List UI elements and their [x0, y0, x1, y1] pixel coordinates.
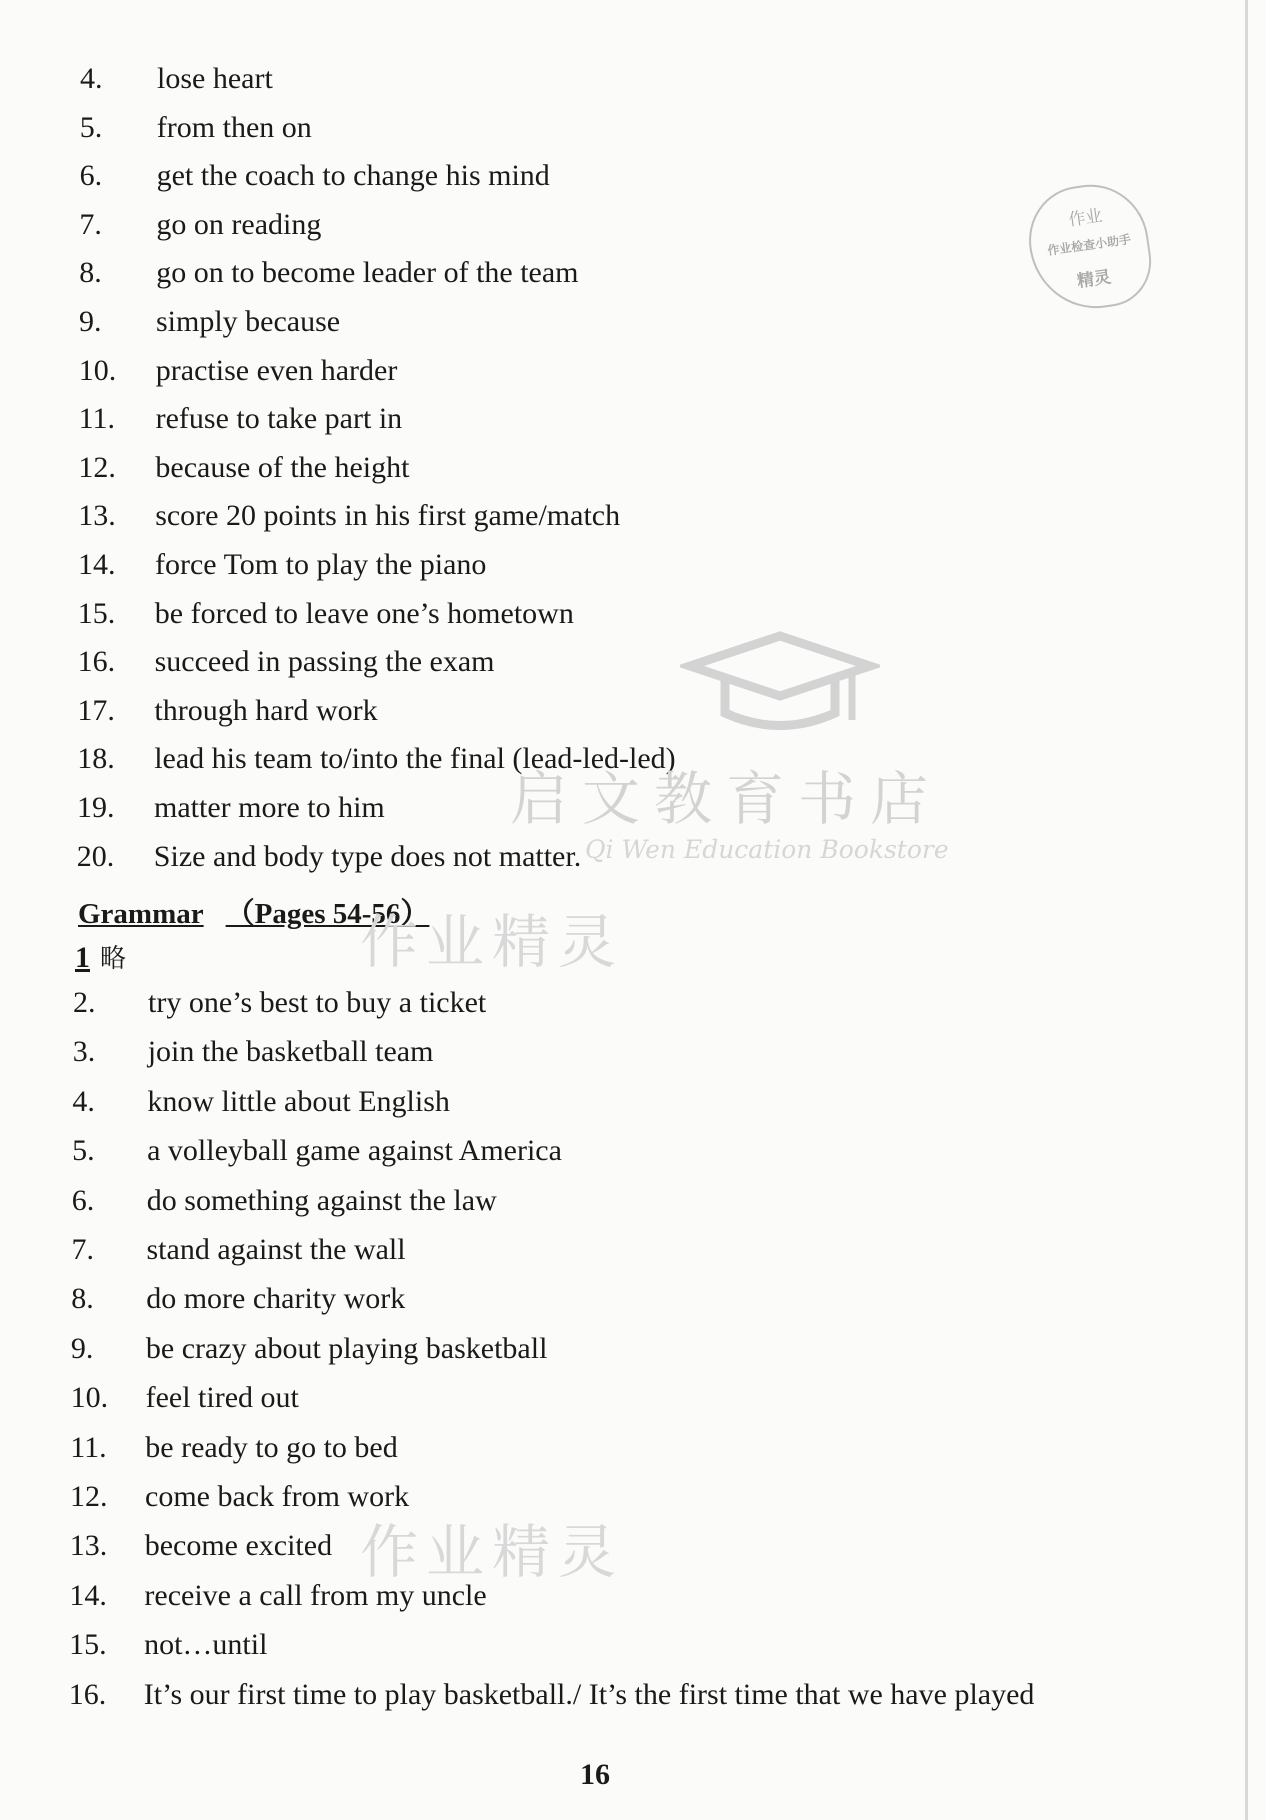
item-text: simply because: [156, 305, 341, 338]
item-text: come back from work: [145, 1480, 410, 1513]
item-text: not…until: [144, 1628, 268, 1662]
item-text: through hard work: [154, 693, 378, 727]
item-number: 3.: [72, 1035, 96, 1069]
item-number: 4.: [80, 62, 103, 95]
bookstore-watermark-cn: 启文教育书店: [510, 765, 943, 833]
bookstore-watermark-en: Qi Wen Education Bookstore: [585, 835, 949, 864]
item-number: 5.: [79, 110, 103, 144]
item-number: 2.: [73, 986, 96, 1019]
stamp-line-2: 作业检查小助手: [1046, 232, 1132, 258]
stamp-line-1: 作业: [1067, 206, 1104, 231]
item-text: force Tom to play the piano: [155, 548, 487, 581]
grammar-title: Grammar: [78, 898, 204, 930]
item-text: practise even harder: [155, 353, 398, 387]
item-number: 8.: [79, 256, 102, 290]
item-text: join the basketball team: [147, 1035, 434, 1069]
item-number: 10.: [70, 1381, 109, 1415]
item-text: know little about English: [147, 1084, 450, 1118]
item-text: receive a call from my uncle: [144, 1578, 487, 1612]
item-number: 16.: [68, 1677, 107, 1711]
item-number: 11.: [70, 1430, 107, 1464]
item-text: go on reading: [156, 207, 322, 241]
item-number: 17.: [77, 693, 115, 727]
item-text: do something against the law: [146, 1183, 497, 1217]
item-text: Size and body type does not matter.: [153, 839, 582, 873]
item-number: 9.: [79, 305, 102, 338]
item-number: 10.: [78, 353, 117, 387]
graduation-cap-icon: [680, 628, 880, 738]
page-edge: [1245, 0, 1248, 1820]
item-text: because of the height: [155, 450, 410, 484]
grammar-item-1-text: 略: [100, 944, 127, 974]
item-text: stand against the wall: [146, 1233, 406, 1266]
item-number: 6.: [71, 1183, 95, 1217]
grammar-heading: [78, 891, 429, 932]
item-text: a volleyball game against America: [147, 1134, 562, 1168]
item-text: lose heart: [157, 62, 273, 95]
item-number: 5.: [72, 1134, 95, 1168]
item-text: do more charity work: [146, 1282, 406, 1316]
item-text: matter more to him: [154, 791, 385, 824]
item-text: lead his team to/into the final (lead-led-led): [154, 742, 676, 776]
page-number: 16: [580, 1758, 610, 1791]
item-text: become excited: [144, 1529, 333, 1563]
item-number: 13.: [78, 499, 116, 533]
item-text: from then on: [156, 110, 312, 144]
homework-helper-stamp: [1022, 177, 1157, 316]
item-number: 13.: [69, 1529, 108, 1563]
item-text: get the coach to change his mind: [156, 159, 550, 193]
item-number: 4.: [72, 1084, 95, 1118]
item-text: be crazy about playing basketball: [145, 1331, 548, 1365]
item-number: 20.: [76, 839, 115, 873]
app-watermark: 作业精灵: [360, 908, 625, 976]
item-text: go on to become leader of the team: [156, 256, 579, 290]
item-text: It’s our first time to play basketball./ It’s the first time that we have played: [143, 1677, 1035, 1711]
grammar-item-1-number: 1: [75, 941, 90, 974]
item-number: 15.: [77, 596, 116, 630]
item-number: 9.: [70, 1331, 94, 1365]
item-number: 7.: [71, 1233, 94, 1266]
item-text: succeed in passing the exam: [154, 645, 495, 679]
item-number: 12.: [78, 450, 116, 484]
item-text: be ready to go to bed: [145, 1430, 398, 1464]
item-number: 11.: [78, 402, 115, 436]
item-number: 6.: [79, 159, 103, 193]
item-number: 7.: [79, 207, 102, 241]
stamp-line-3: 精灵: [1075, 267, 1113, 292]
app-watermark: 作业精灵: [360, 1518, 625, 1586]
item-text: be forced to leave one’s hometown: [154, 596, 574, 630]
grammar-pages: （Pages 54-56）: [225, 898, 430, 930]
item-text: score 20 points in his first game/match: [155, 499, 621, 533]
item-number: 8.: [71, 1282, 94, 1316]
item-number: 14.: [69, 1578, 107, 1612]
item-number: 18.: [77, 742, 115, 776]
item-text: refuse to take part in: [155, 402, 403, 436]
item-text: try one’s best to buy a ticket: [148, 986, 487, 1019]
grammar-item-1: [75, 938, 126, 975]
item-number: 15.: [69, 1628, 107, 1662]
item-text: feel tired out: [145, 1381, 299, 1415]
item-number: 19.: [77, 791, 115, 824]
item-number: 12.: [70, 1480, 108, 1513]
item-number: 14.: [78, 548, 116, 581]
item-number: 16.: [77, 645, 116, 679]
